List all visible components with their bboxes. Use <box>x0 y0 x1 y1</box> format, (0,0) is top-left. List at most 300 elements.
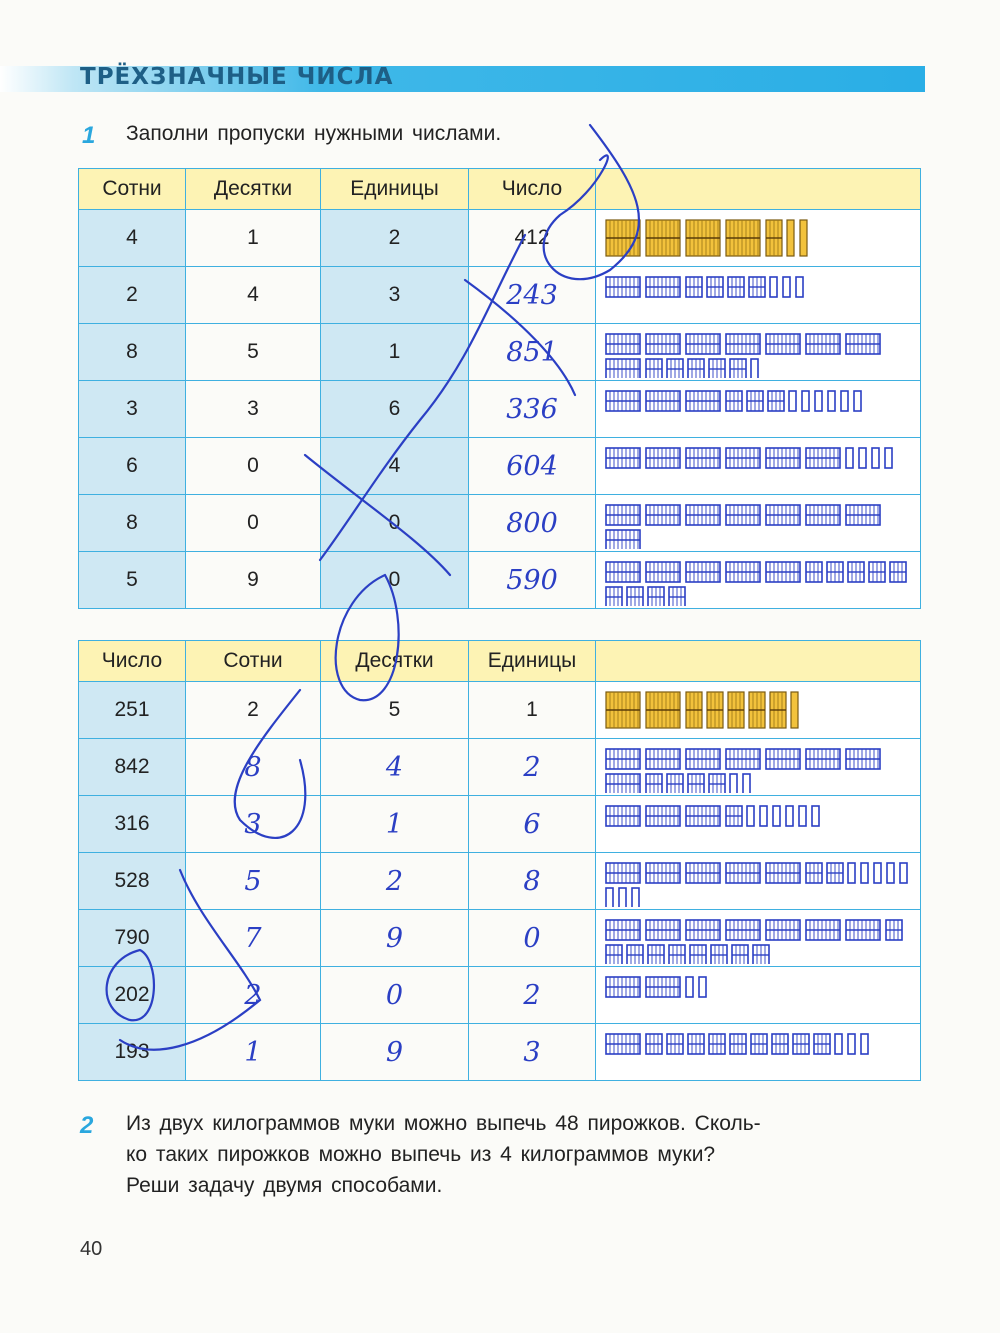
cell-tens <box>321 853 469 910</box>
cell-tens <box>186 210 321 267</box>
drawn-hundred-bundle <box>806 749 840 769</box>
drawn-ten-bundle <box>688 774 704 793</box>
drawn-hundred-bundle <box>686 334 720 354</box>
drawn-hundred-bundle <box>846 334 880 354</box>
drawn-hundred-bundle <box>606 562 640 582</box>
cell-tens <box>321 796 469 853</box>
drawn-hundred-bundle <box>686 863 720 883</box>
drawn-hundred-bundle <box>686 448 720 468</box>
cell-hundreds <box>79 381 186 438</box>
cell-number <box>79 1024 186 1081</box>
drawn-ten-bundle <box>709 1034 725 1054</box>
drawn-hundred-bundle <box>646 391 680 411</box>
table-number-to-digits <box>78 640 921 1081</box>
cell-tens-value: 5 <box>388 698 401 721</box>
drawn-hundred-bundle <box>766 920 800 940</box>
cell-picture <box>596 682 921 739</box>
task-2-line-1: Из двух килограммов муки можно выпечь 48 пирожков. Сколь- <box>126 1112 761 1135</box>
drawn-ten-bundle <box>646 774 662 793</box>
header-tens: Десятки <box>186 169 321 210</box>
cell-hundreds-value: 8 <box>244 751 262 783</box>
drawn-unit-stick <box>841 391 848 411</box>
cell-number-value: 243 <box>506 279 558 311</box>
drawn-ten-bundle <box>747 391 763 411</box>
cell-tens <box>186 495 321 552</box>
hundred-bundle <box>646 220 680 256</box>
cell-number <box>469 324 596 381</box>
drawn-ten-bundle <box>686 277 702 297</box>
drawn-ten-bundle <box>730 359 746 378</box>
place-value-picture <box>602 969 914 1021</box>
drawn-unit-stick <box>885 448 892 468</box>
cell-hundreds-value: 5 <box>126 568 138 591</box>
cell-units-value: 4 <box>388 454 401 477</box>
header-number: Число <box>79 641 186 682</box>
drawn-hundred-bundle <box>686 505 720 525</box>
cell-hundreds <box>186 796 321 853</box>
drawn-ten-bundle <box>749 277 765 297</box>
drawn-ten-bundle <box>709 774 725 793</box>
cell-hundreds-value: 4 <box>126 226 138 249</box>
drawn-hundred-bundle <box>846 505 880 525</box>
drawn-hundred-bundle <box>806 334 840 354</box>
drawn-hundred-bundle <box>646 806 680 826</box>
drawn-hundred-bundle <box>766 334 800 354</box>
place-value-picture <box>602 326 914 378</box>
drawn-hundred-bundle <box>646 562 680 582</box>
cell-tens-value: 0 <box>385 979 404 1011</box>
drawn-hundred-bundle <box>726 920 760 940</box>
drawn-ten-bundle <box>667 1034 683 1054</box>
cell-units <box>321 267 469 324</box>
drawn-unit-stick <box>846 448 853 468</box>
drawn-hundred-bundle <box>646 749 680 769</box>
cell-number-value: 842 <box>114 755 150 778</box>
drawn-hundred-bundle <box>606 391 640 411</box>
drawn-hundred-bundle <box>766 749 800 769</box>
cell-picture <box>596 853 921 910</box>
cell-tens-value: 4 <box>385 751 404 783</box>
drawn-unit-stick <box>848 863 855 883</box>
drawn-ten-bundle <box>648 945 664 964</box>
task-1-text: Заполни пропуски нужными числами. <box>126 122 502 145</box>
table-row <box>79 910 921 967</box>
cell-number <box>79 967 186 1024</box>
cell-units <box>321 552 469 609</box>
ten-bundle <box>707 692 723 728</box>
cell-hundreds <box>79 267 186 324</box>
drawn-ten-bundle <box>709 359 725 378</box>
cell-number <box>79 739 186 796</box>
drawn-unit-stick <box>773 806 780 826</box>
cell-picture <box>596 438 921 495</box>
drawn-hundred-bundle <box>766 448 800 468</box>
cell-tens-value: 3 <box>247 397 259 420</box>
cell-picture <box>596 1024 921 1081</box>
cell-number <box>469 381 596 438</box>
drawn-hundred-bundle <box>646 505 680 525</box>
cell-hundreds <box>186 910 321 967</box>
drawn-ten-bundle <box>732 945 748 964</box>
hundred-bundle <box>646 692 680 728</box>
drawn-ten-bundle <box>886 920 902 940</box>
drawn-ten-bundle <box>793 1034 809 1054</box>
cell-units <box>469 796 596 853</box>
drawn-hundred-bundle <box>646 977 680 997</box>
hundred-bundle <box>606 692 640 728</box>
cell-hundreds-value: 7 <box>244 922 262 954</box>
drawn-ten-bundle <box>848 562 864 582</box>
cell-units-value: 2 <box>523 979 541 1011</box>
cell-hundreds-value: 1 <box>244 1036 262 1068</box>
table-row <box>79 267 921 324</box>
cell-tens <box>186 438 321 495</box>
drawn-hundred-bundle <box>606 277 640 297</box>
cell-tens-value: 9 <box>385 922 404 954</box>
drawn-unit-stick <box>802 391 809 411</box>
drawn-ten-bundle <box>730 1034 746 1054</box>
place-value-picture <box>602 912 914 964</box>
drawn-ten-bundle <box>669 945 685 964</box>
drawn-unit-stick <box>786 806 793 826</box>
table-row <box>79 324 921 381</box>
cell-tens <box>186 324 321 381</box>
cell-picture <box>596 495 921 552</box>
drawn-ten-bundle <box>606 945 622 964</box>
drawn-unit-stick <box>789 391 796 411</box>
cell-tens <box>186 381 321 438</box>
cell-units-value: 0 <box>388 511 401 534</box>
header-number: Число <box>469 169 596 210</box>
drawn-hundred-bundle <box>806 448 840 468</box>
cell-units <box>469 910 596 967</box>
drawn-hundred-bundle <box>726 863 760 883</box>
ten-bundle <box>749 692 765 728</box>
cell-picture <box>596 739 921 796</box>
table-row <box>79 796 921 853</box>
drawn-ten-bundle <box>751 1034 767 1054</box>
cell-units-value: 6 <box>388 397 401 420</box>
cell-number-value: 528 <box>114 869 150 892</box>
cell-number-value: 800 <box>506 507 558 539</box>
cell-units-value: 3 <box>523 1036 541 1068</box>
drawn-hundred-bundle <box>766 863 800 883</box>
drawn-hundred-bundle <box>646 448 680 468</box>
cell-units-value: 0 <box>388 568 401 591</box>
drawn-hundred-bundle <box>606 749 640 769</box>
header-units: Единицы <box>321 169 469 210</box>
cell-units-value: 1 <box>388 340 401 363</box>
drawn-unit-stick <box>730 774 737 793</box>
cell-hundreds <box>79 324 186 381</box>
cell-units-value: 2 <box>523 751 541 783</box>
drawn-unit-stick <box>872 448 879 468</box>
drawn-unit-stick <box>900 863 907 883</box>
cell-number-value: 202 <box>114 983 150 1006</box>
drawn-hundred-bundle <box>806 505 840 525</box>
drawn-ten-bundle <box>688 1034 704 1054</box>
drawn-hundred-bundle <box>766 562 800 582</box>
drawn-hundred-bundle <box>726 505 760 525</box>
cell-hundreds <box>79 552 186 609</box>
drawn-hundred-bundle <box>606 774 640 793</box>
drawn-unit-stick <box>859 448 866 468</box>
cell-number-value: 336 <box>506 393 558 425</box>
drawn-ten-bundle <box>806 863 822 883</box>
cell-hundreds-value: 8 <box>126 340 138 363</box>
cell-tens <box>321 682 469 739</box>
cell-picture <box>596 967 921 1024</box>
cell-hundreds <box>79 438 186 495</box>
drawn-unit-stick <box>606 888 613 907</box>
drawn-ten-bundle <box>648 587 664 606</box>
task-2-number: 2 <box>80 1112 94 1139</box>
cell-units <box>469 739 596 796</box>
table-row <box>79 1024 921 1081</box>
task-2-line-2: ко таких пирожков можно выпечь из 4 килограммов муки? <box>126 1143 716 1166</box>
drawn-ten-bundle <box>667 359 683 378</box>
header-tens: Десятки <box>321 641 469 682</box>
cell-units-value: 1 <box>526 698 538 721</box>
drawn-unit-stick <box>743 774 750 793</box>
cell-number <box>79 853 186 910</box>
drawn-ten-bundle <box>814 1034 830 1054</box>
drawn-ten-bundle <box>707 277 723 297</box>
table-row <box>79 381 921 438</box>
place-value-picture <box>602 741 914 793</box>
unit-stick <box>787 220 794 256</box>
cell-tens-value: 9 <box>385 1036 404 1068</box>
drawn-hundred-bundle <box>806 920 840 940</box>
place-value-picture <box>602 269 914 321</box>
hundred-bundle <box>686 220 720 256</box>
unit-stick <box>800 220 807 256</box>
drawn-hundred-bundle <box>726 448 760 468</box>
drawn-hundred-bundle <box>646 863 680 883</box>
cell-hundreds-value: 8 <box>126 511 138 534</box>
table-row <box>79 438 921 495</box>
drawn-ten-bundle <box>690 945 706 964</box>
drawn-hundred-bundle <box>606 530 640 549</box>
cell-tens <box>186 552 321 609</box>
drawn-hundred-bundle <box>726 562 760 582</box>
drawn-hundred-bundle <box>726 334 760 354</box>
cell-units-value: 2 <box>388 226 401 249</box>
drawn-ten-bundle <box>726 806 742 826</box>
drawn-ten-bundle <box>627 945 643 964</box>
cell-number <box>469 552 596 609</box>
cell-hundreds-value: 3 <box>244 808 262 840</box>
drawn-hundred-bundle <box>646 920 680 940</box>
header-picture <box>596 169 921 210</box>
drawn-ten-bundle <box>753 945 769 964</box>
table-row <box>79 853 921 910</box>
ten-bundle <box>770 692 786 728</box>
cell-units <box>321 381 469 438</box>
cell-number-value: 590 <box>506 564 558 596</box>
drawn-hundred-bundle <box>646 334 680 354</box>
unit-stick <box>791 692 798 728</box>
cell-units <box>321 324 469 381</box>
drawn-ten-bundle <box>646 359 662 378</box>
cell-picture <box>596 381 921 438</box>
place-value-picture <box>602 383 914 435</box>
drawn-ten-bundle <box>728 277 744 297</box>
cell-hundreds <box>186 853 321 910</box>
table-row <box>79 495 921 552</box>
drawn-unit-stick <box>796 277 803 297</box>
cell-number-value: 851 <box>506 336 558 368</box>
drawn-unit-stick <box>828 391 835 411</box>
cell-number <box>469 267 596 324</box>
drawn-unit-stick <box>619 888 626 907</box>
drawn-ten-bundle <box>806 562 822 582</box>
cell-tens-value: 1 <box>247 226 259 249</box>
drawn-hundred-bundle <box>606 806 640 826</box>
table-row <box>79 552 921 609</box>
cell-picture <box>596 324 921 381</box>
drawn-hundred-bundle <box>686 562 720 582</box>
drawn-ten-bundle <box>890 562 906 582</box>
drawn-unit-stick <box>861 1034 868 1054</box>
place-value-picture <box>602 684 914 736</box>
drawn-unit-stick <box>874 863 881 883</box>
cell-units-value: 0 <box>523 922 541 954</box>
cell-number-value: 251 <box>114 698 150 721</box>
place-value-picture <box>602 1026 914 1078</box>
table-row <box>79 210 921 267</box>
drawn-hundred-bundle <box>646 277 680 297</box>
drawn-unit-stick <box>632 888 639 907</box>
drawn-unit-stick <box>760 806 767 826</box>
drawn-hundred-bundle <box>606 505 640 525</box>
cell-hundreds-value: 5 <box>244 865 262 897</box>
drawn-unit-stick <box>887 863 894 883</box>
ten-bundle <box>766 220 782 256</box>
cell-number-value: 412 <box>514 226 550 249</box>
header-picture <box>596 641 921 682</box>
drawn-unit-stick <box>861 863 868 883</box>
cell-units <box>469 967 596 1024</box>
cell-hundreds-value: 2 <box>247 698 259 721</box>
cell-units <box>321 438 469 495</box>
drawn-ten-bundle <box>646 1034 662 1054</box>
drawn-hundred-bundle <box>726 749 760 769</box>
ten-bundle <box>728 692 744 728</box>
cell-tens-value: 4 <box>247 283 259 306</box>
cell-number <box>469 210 596 267</box>
drawn-hundred-bundle <box>606 359 640 378</box>
cell-tens-value: 2 <box>385 865 404 897</box>
cell-number <box>79 682 186 739</box>
drawn-ten-bundle <box>667 774 683 793</box>
cell-units-value: 8 <box>523 865 541 897</box>
place-value-picture <box>602 554 914 606</box>
cell-picture <box>596 267 921 324</box>
hundred-bundle <box>606 220 640 256</box>
drawn-ten-bundle <box>726 391 742 411</box>
drawn-hundred-bundle <box>846 920 880 940</box>
table-row <box>79 682 921 739</box>
drawn-unit-stick <box>854 391 861 411</box>
cell-tens-value: 0 <box>247 511 259 534</box>
cell-picture <box>596 552 921 609</box>
header-hundreds: Сотни <box>186 641 321 682</box>
drawn-unit-stick <box>783 277 790 297</box>
place-value-picture <box>602 798 914 850</box>
cell-picture <box>596 910 921 967</box>
cell-tens <box>321 967 469 1024</box>
drawn-ten-bundle <box>827 863 843 883</box>
drawn-ten-bundle <box>768 391 784 411</box>
drawn-hundred-bundle <box>606 334 640 354</box>
cell-number <box>79 910 186 967</box>
table-digits-to-number <box>78 168 921 609</box>
cell-units-value: 6 <box>523 808 541 840</box>
drawn-hundred-bundle <box>686 391 720 411</box>
header-hundreds: Сотни <box>79 169 186 210</box>
drawn-ten-bundle <box>669 587 685 606</box>
page-title: ТРЁХЗНАЧНЫЕ ЧИСЛА <box>80 64 394 90</box>
drawn-unit-stick <box>835 1034 842 1054</box>
cell-tens <box>321 1024 469 1081</box>
drawn-ten-bundle <box>711 945 727 964</box>
cell-number-value: 604 <box>506 450 558 482</box>
cell-hundreds-value: 3 <box>126 397 138 420</box>
drawn-hundred-bundle <box>766 505 800 525</box>
cell-hundreds-value: 2 <box>244 979 262 1011</box>
drawn-ten-bundle <box>772 1034 788 1054</box>
drawn-ten-bundle <box>627 587 643 606</box>
cell-units <box>469 853 596 910</box>
task-2-line-3: Реши задачу двумя способами. <box>126 1174 443 1197</box>
place-value-picture <box>602 212 914 264</box>
cell-hundreds <box>186 682 321 739</box>
drawn-hundred-bundle <box>686 806 720 826</box>
place-value-picture <box>602 497 914 549</box>
place-value-picture <box>602 855 914 907</box>
drawn-unit-stick <box>699 977 706 997</box>
drawn-ten-bundle <box>688 359 704 378</box>
cell-hundreds <box>186 1024 321 1081</box>
cell-hundreds <box>79 210 186 267</box>
cell-tens <box>321 739 469 796</box>
cell-picture <box>596 796 921 853</box>
cell-units <box>469 1024 596 1081</box>
ten-bundle <box>686 692 702 728</box>
drawn-hundred-bundle <box>606 448 640 468</box>
hundred-bundle <box>726 220 760 256</box>
cell-hundreds <box>79 495 186 552</box>
cell-tens-value: 0 <box>247 454 259 477</box>
drawn-hundred-bundle <box>606 1034 640 1054</box>
cell-units-value: 3 <box>388 283 401 306</box>
cell-number <box>79 796 186 853</box>
drawn-unit-stick <box>686 977 693 997</box>
drawn-unit-stick <box>815 391 822 411</box>
cell-tens-value: 1 <box>385 808 404 840</box>
cell-number <box>469 438 596 495</box>
task-1-number: 1 <box>82 122 96 149</box>
drawn-unit-stick <box>848 1034 855 1054</box>
drawn-hundred-bundle <box>606 920 640 940</box>
place-value-picture <box>602 440 914 492</box>
cell-hundreds <box>186 739 321 796</box>
drawn-unit-stick <box>751 359 758 378</box>
drawn-unit-stick <box>770 277 777 297</box>
drawn-ten-bundle <box>827 562 843 582</box>
cell-number-value: 316 <box>114 812 150 835</box>
